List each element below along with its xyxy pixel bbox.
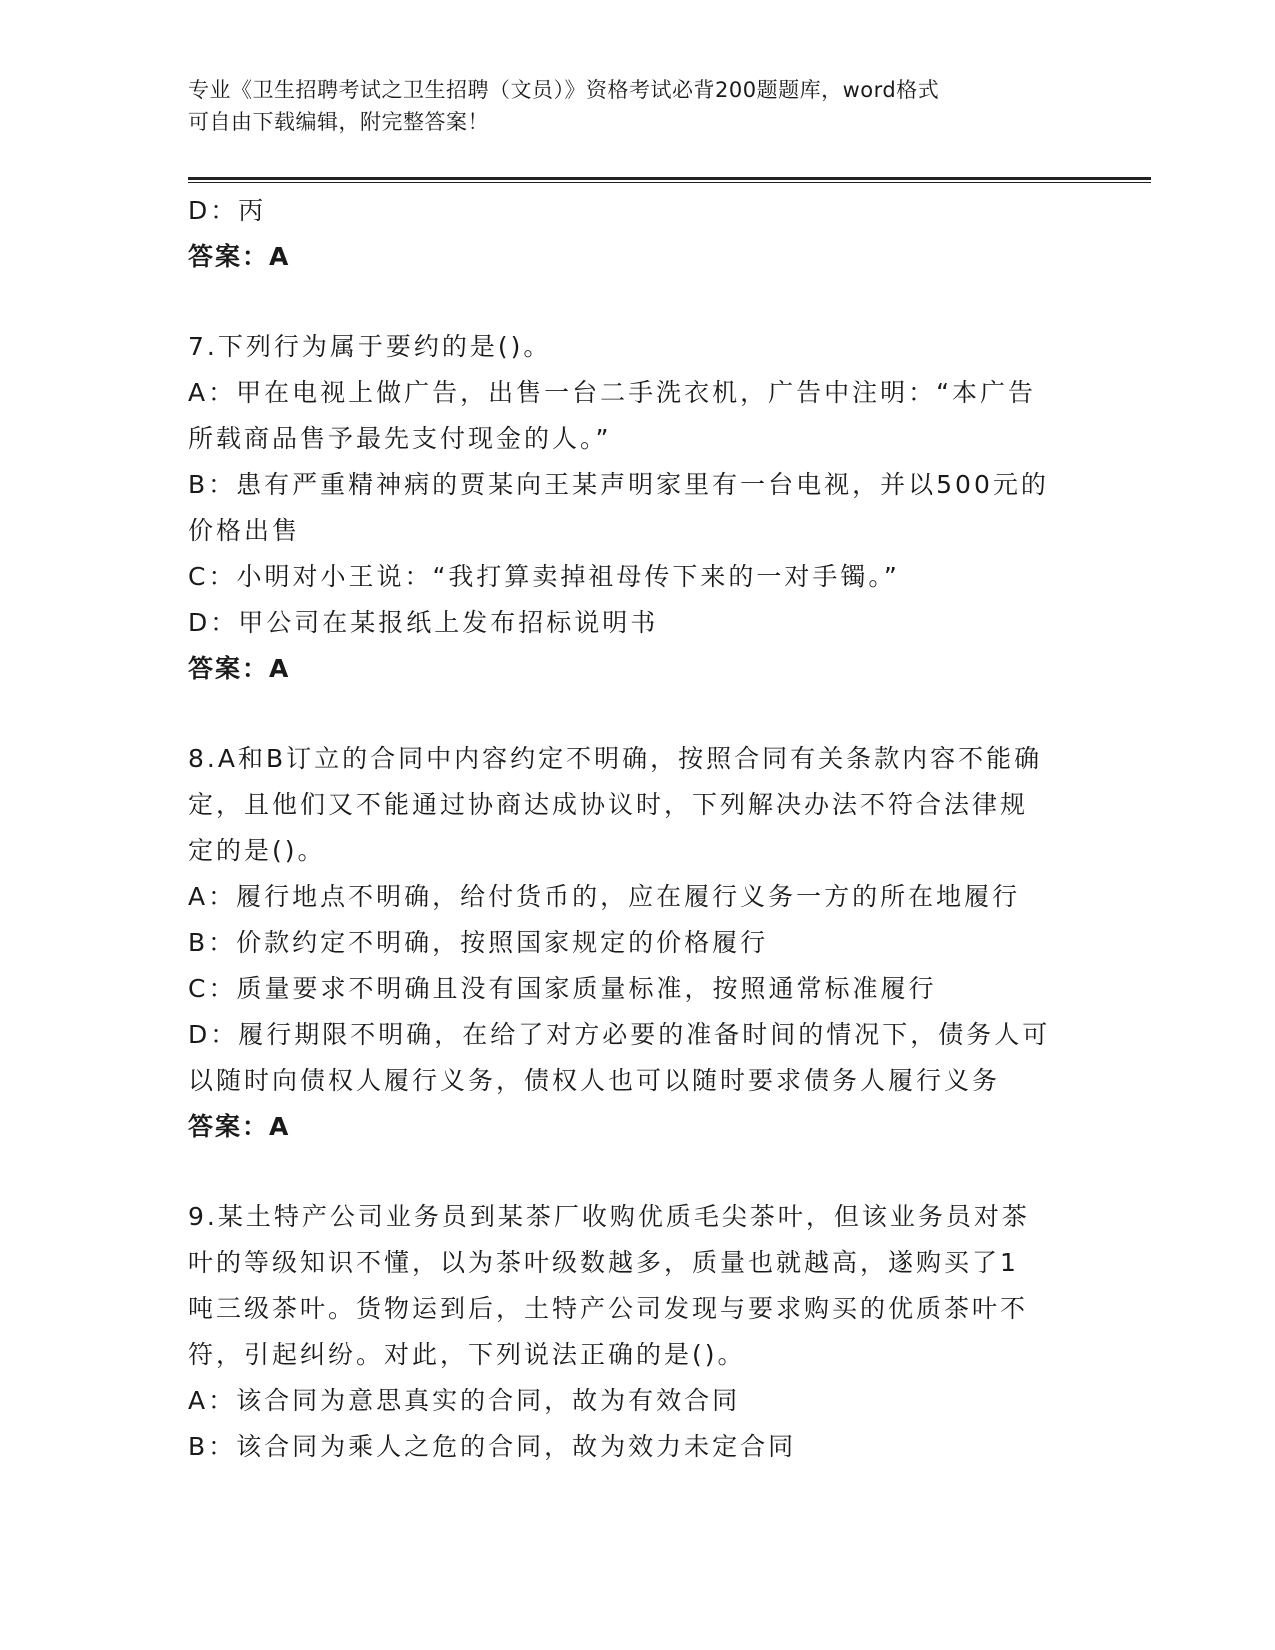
spacer	[188, 692, 1088, 736]
header-title-line-1: 专业《卫生招聘考试之卫生招聘（文员）》资格考试必背200题题库，word格式	[188, 78, 940, 102]
q8-option-b: B：价款约定不明确，按照国家规定的价格履行	[188, 928, 769, 957]
q9-stem-line-2: 叶的等级知识不懂，以为茶叶级数越多，质量也就越高，遂购买了1	[188, 1248, 1019, 1277]
q9-option-b: B：该合同为乘人之危的合同，故为效力未定合同	[188, 1432, 797, 1461]
q8-option-d-line-2: 以随时向债权人履行义务，债权人也可以随时要求债务人履行义务	[188, 1066, 1001, 1095]
q7-answer: 答案：A	[188, 654, 291, 683]
spacer	[188, 280, 1088, 324]
q8-option-d-line-1: D：履行期限不明确，在给了对方必要的准备时间的情况下，债务人可	[188, 1020, 1051, 1049]
q8-stem-line-3: 定的是()。	[188, 836, 326, 865]
q7-stem: 7.下列行为属于要约的是()。	[188, 332, 552, 361]
header-divider-thin	[188, 182, 1151, 183]
q7-option-b-line-1: B：患有严重精神病的贾某向王某声明家里有一台电视，并以500元的	[188, 470, 1049, 499]
q7-option-a-line-2: 所载商品售予最先支付现金的人。”	[188, 424, 612, 453]
spacer	[188, 1150, 1088, 1194]
q7-option-c: C：小明对小王说：“我打算卖掉祖母传下来的一对手镯。”	[188, 562, 900, 591]
header-divider-thick	[188, 177, 1151, 180]
q9-stem-line-1: 9.某土特产公司业务员到某茶厂收购优质毛尖茶叶，但该业务员对茶	[188, 1202, 1030, 1231]
prev-answer: 答案：A	[188, 242, 291, 271]
q9-stem-line-4: 符，引起纠纷。对此，下列说法正确的是()。	[188, 1340, 746, 1369]
q8-stem-line-1: 8.A和B订立的合同中内容约定不明确，按照合同有关条款内容不能确	[188, 744, 1043, 773]
prev-option-d: D：丙	[188, 196, 267, 225]
header-title-line-2: 可自由下载编辑，附完整答案！	[188, 110, 489, 134]
q8-answer: 答案：A	[188, 1112, 291, 1141]
q7-option-a-line-1: A：甲在电视上做广告，出售一台二手洗衣机，广告中注明：“本广告	[188, 378, 1037, 407]
q9-stem-line-3: 吨三级茶叶。货物运到后，土特产公司发现与要求购买的优质茶叶不	[188, 1294, 1029, 1323]
question-content	[188, 188, 1088, 1470]
q8-stem-line-2: 定，且他们又不能通过协商达成协议时，下列解决办法不符合法律规	[188, 790, 1029, 819]
q8-option-c: C：质量要求不明确且没有国家质量标准，按照通常标准履行	[188, 974, 937, 1003]
q8-option-a: A：履行地点不明确，给付货币的，应在履行义务一方的所在地履行	[188, 882, 1021, 911]
q7-option-b-line-2: 价格出售	[188, 516, 301, 545]
q7-option-d: D：甲公司在某报纸上发布招标说明书	[188, 608, 659, 637]
page-header	[188, 74, 1088, 138]
q9-option-a: A：该合同为意思真实的合同，故为有效合同	[188, 1386, 741, 1415]
